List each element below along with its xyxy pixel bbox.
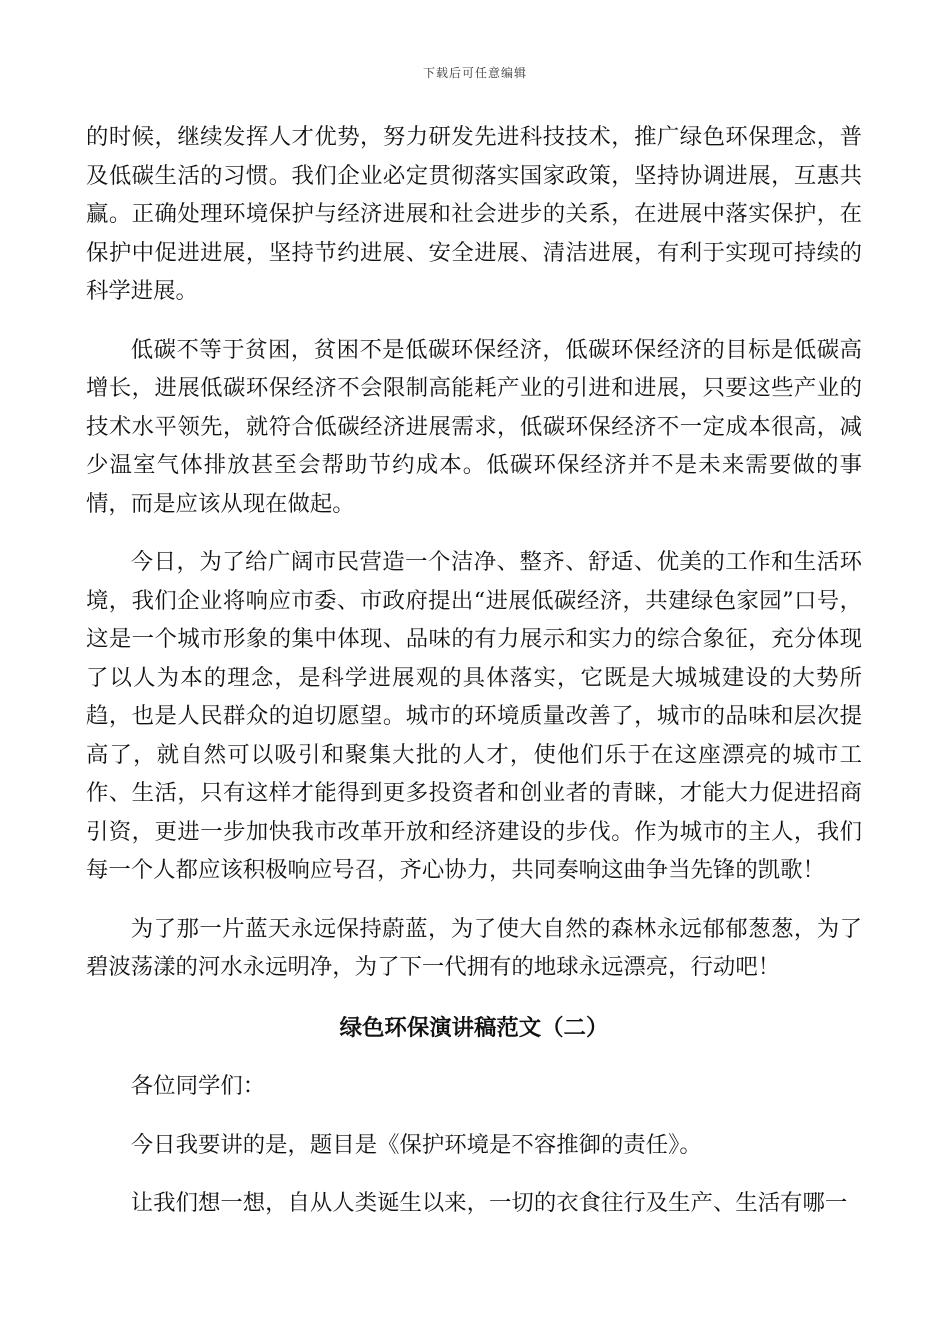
document-body [86,118,862,1223]
paragraph-topic: 今日我要讲的是，题目是《保护环境是不容推御的责任》。 [130,1131,702,1158]
paragraph-city-initiative: 今日，为了给广阔市民营造一个洁净、整齐、舒适、优美的工作和生活环境，我们企业将响应市委、市政府提出“进展低碳经济，共建绿色家园”口号，这是一个城市形象的集中体现、品味的有力展示和实力的综合象征，充分体现了以人为本的理念，是科学进展观的具体落实，它既是大城城建设的大势所趋，也是人民群众的迫切愿望。城市的环境质量改善了，城市的品味和层次提高了，就自然可以吸引和聚集大批的人才，使他们乐于在这座漂亮的城市工作、生活，只有这样才能得到更多投资者和创业者的青睐，才能大力促进招商引资，更进一步加快我市改革开放和经济建设的步伐。作为城市的主人，我们每一个人都应该积极响应号召，齐心协力，共同奏响这曲争当先锋的凯歌！ [86,549,862,883]
paragraph-low-carbon: 低碳不等于贫困，贫困不是低碳环保经济，低碳环保经济的目标是低碳高增长，进展低碳环保经济不会限制高能耗产业的引进和进展，只要这些产业的技术水平领先，就符合低碳经济进展需求，低碳环保经济不一定成本很高，减少温室气体排放甚至会帮助节约成本。低碳环保经济并不是未来需要做的事情，而是应该从现在做起。 [86,336,862,517]
paragraph-call-to-action: 为了那一片蓝天永远保持蔚蓝，为了使大自然的森林永远郁郁葱葱，为了碧波荡漾的河水永远明净，为了下一代拥有的地球永远漂亮，行动吧！ [86,915,862,980]
paragraph-reflection: 让我们想一想，自从人类诞生以来，一切的衣食往行及生产、生活有哪一 [130,1190,848,1216]
paragraph-continuation: 的时候，继续发挥人才优势，努力研发先进科技技术，推广绿色环保理念，普及低碳生活的习惯。我们企业必定贯彻落实国家政策，坚持协调进展，互惠共赢。正确处理环境保护与经济进展和社会进步的关系，在进展中落实保护，在保护中促进进展，坚持节约进展、安全进展、清洁进展，有利于实现可持续的科学进展。 [86,124,862,304]
paragraph-greeting: 各位同学们： [130,1073,266,1099]
section-title: 绿色环保演讲稿范文（二） [339,1014,609,1041]
page-header-note: 下载后可任意编辑 [422,66,527,80]
